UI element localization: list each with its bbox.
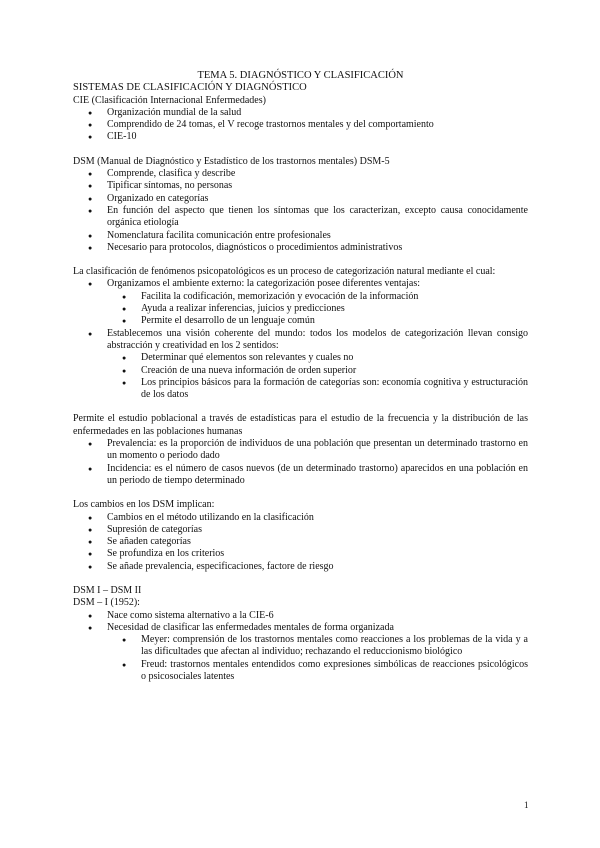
list-item: ● Nomenclatura facilita comunicación entre profesionales <box>73 230 528 242</box>
sublist-item: ● Facilita la codificación, memorización y evocación de la información <box>107 291 528 303</box>
cie-list <box>73 107 528 144</box>
list-item <box>73 328 528 402</box>
list-item: ● Organizado en categorías <box>73 193 528 205</box>
section-heading: SISTEMAS DE CLASIFICACIÓN Y DIAGNÓSTICO <box>73 82 307 94</box>
sublist-item: ● Freud: trastornos mentales entendidos como expresiones simbólicas de reacciones psicológicos o psicosociales latentes <box>107 659 528 684</box>
sublist-item: ● Permite el desarrollo de un lenguaje común <box>107 315 528 327</box>
sublist <box>107 291 528 328</box>
sublist-item: ● Los principios básicos para la formación de categorías son: economía cognitiva y estructuración de los datos <box>107 377 528 402</box>
list-item-text: Organizamos el ambiente externo: la categorización posee diferentes ventajas: <box>107 278 421 290</box>
list-item: ● Incidencia: es el número de casos nuevos (de un determinado trastorno) aparecidos en una población en un periodo de tiempo determinado <box>73 463 528 488</box>
list-item: ● Comprende, clasifica y describe <box>73 168 528 180</box>
list-item: ● Tipificar síntomas, no personas <box>73 180 528 192</box>
page-content <box>73 70 528 683</box>
sublist <box>107 634 528 683</box>
list-item <box>73 622 528 683</box>
cie-label: CIE (Clasificación Internacional Enfermedades) <box>73 94 266 106</box>
dsm-i-list <box>73 610 528 684</box>
sublist <box>107 352 528 401</box>
list-item: ● Se añade prevalencia, especificaciones, factore de riesgo <box>73 561 528 573</box>
list-item: ● Necesario para protocolos, diagnósticos o procedimientos administrativos <box>73 242 528 254</box>
list-item: ● En función del aspecto que tienen los síntomas que los caracterizan, excepto causa conocidamente orgánica etiología <box>73 205 528 230</box>
cambios-intro: Los cambios en los DSM implican: <box>73 499 215 511</box>
dsm-list <box>73 168 528 254</box>
clasificacion-list <box>73 278 528 401</box>
list-item-text: Establecemos una visión coherente del mundo: todos los modelos de categorización llevan consigo abstracción y creatividad en los 2 sentidos: <box>107 327 528 351</box>
list-item: ● Prevalencia: es la proporción de individuos de una población que presentan un determinado trastorno en un momento o periodo dado <box>73 438 528 463</box>
document-title: TEMA 5. DIAGNÓSTICO Y CLASIFICACIÓN <box>197 70 404 81</box>
dsm-label: DSM (Manual de Diagnóstico y Estadístico de los trastornos mentales) DSM-5 <box>73 155 390 167</box>
sublist-item: ● Determinar qué elementos son relevantes y cuales no <box>107 352 528 364</box>
list-item: ● Organización mundial de la salud <box>73 107 528 119</box>
list-item: ● Se profundiza en los criterios <box>73 548 528 560</box>
list-item: ● Cambios en el método utilizando en la clasificación <box>73 512 528 524</box>
dsm-i-ii-heading: DSM I – DSM II <box>73 584 142 596</box>
sublist-item: ● Meyer: comprensión de los trastornos mentales como reacciones a los problemas de la vida y a las dificultades que afectan al individuo; rechazando el reduccionismo biológico <box>107 634 528 659</box>
sublist-item: ● Ayuda a realizar inferencias, juicios y predicciones <box>107 303 528 315</box>
list-item <box>73 278 528 327</box>
list-item: ● Supresión de categorías <box>73 524 528 536</box>
list-item: ● Se añaden categorías <box>73 536 528 548</box>
sublist-item: ● Creación de una nueva información de orden superior <box>107 365 528 377</box>
cambios-list <box>73 512 528 573</box>
clasificacion-intro: La clasificación de fenómenos psicopatológicos es un proceso de categorización natural mediante el cual: <box>73 266 496 278</box>
poblacional-intro: Permite el estudio poblacional a través de estadísticas para el estudio de la frecuencia y la distribución de las enfermedades en las poblaciones humanas <box>73 413 528 437</box>
list-item: ● Comprendido de 24 tomas, el V recoge trastornos mentales y del comportamiento <box>73 119 528 131</box>
list-item: ● Nace como sistema alternativo a la CIE-6 <box>73 610 528 622</box>
list-item: ● CIE-10 <box>73 131 528 143</box>
list-item-text: Necesidad de clasificar las enfermedades mentales de forma organizada <box>107 621 394 633</box>
dsm-i-subheading: DSM – I (1952): <box>73 597 140 609</box>
page-number: 1 <box>524 800 529 810</box>
poblacional-list <box>73 438 528 487</box>
